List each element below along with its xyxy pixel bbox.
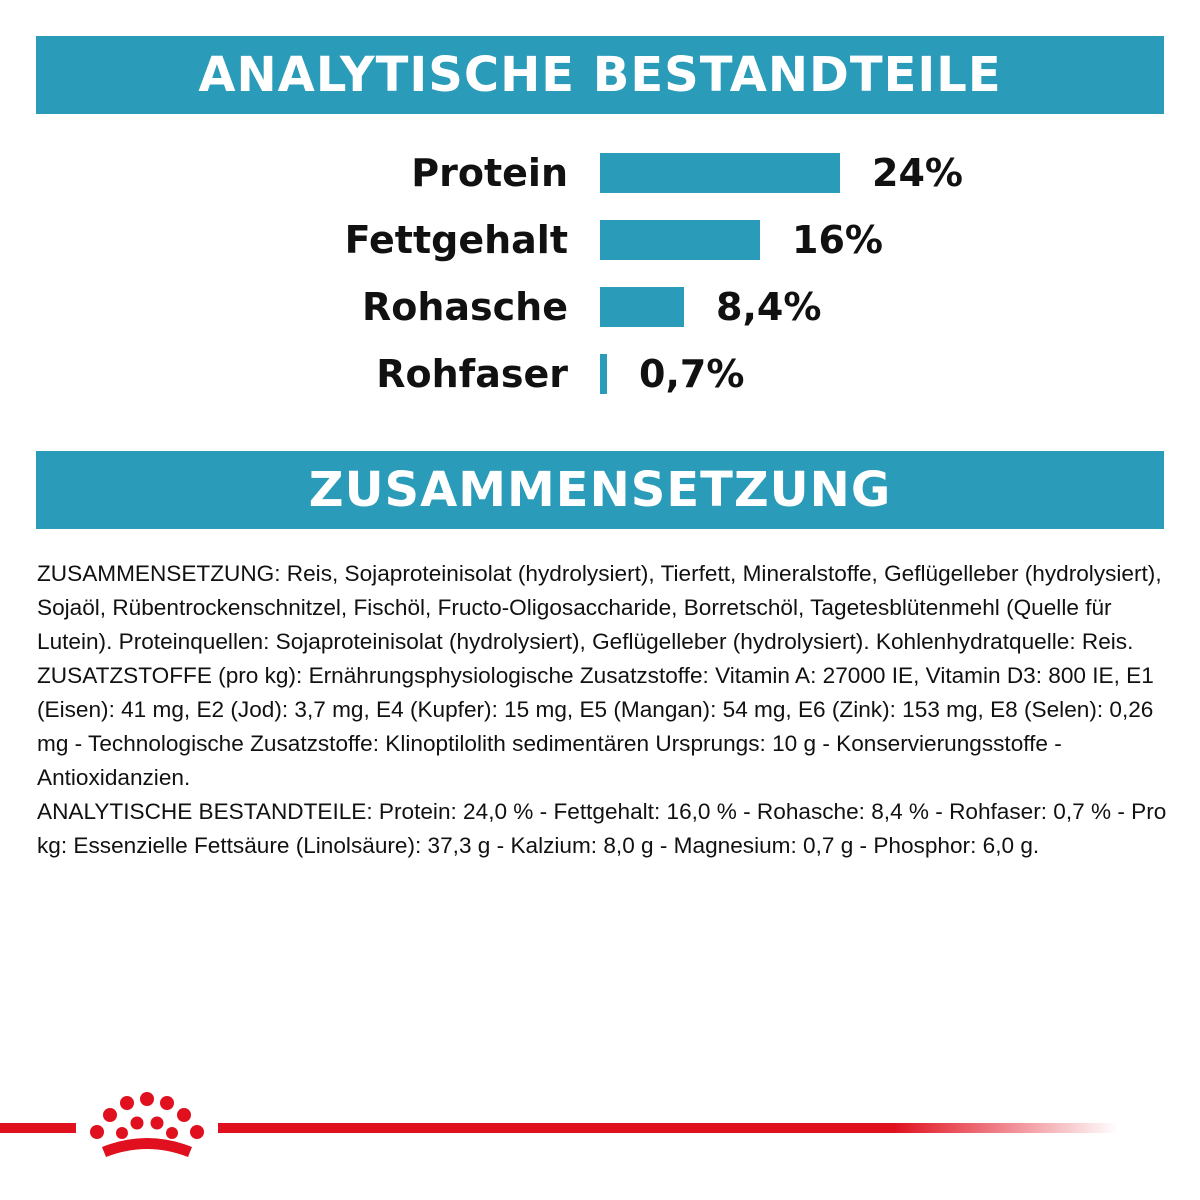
category-label-rohasche: Rohasche — [361, 285, 568, 329]
value-label-rohasche: 8,4% — [716, 285, 822, 329]
composition-paragraph: ZUSAMMENSETZUNG: Reis, Sojaproteinisolat (hydrolysiert), Tierfett, Mineralstoffe, Geflügelleber (hydrolysiert), Sojaöl, Rübentrockenschnitzel, Fischöl, Fructo-Oligosaccharide, Borretschöl, Tagetesblütenmehl (Quelle für Lutein). Proteinquellen: Sojaproteinisolat (hydrolysiert), Geflügelleber (hydrolysiert). Kohlenhydratquelle: Reis. — [37, 561, 1162, 654]
bar-rohfaser — [600, 354, 607, 394]
value-label-fettgehalt: 16% — [792, 218, 883, 262]
category-label-rohfaser: Rohfaser — [376, 352, 568, 396]
category-label-fettgehalt: Fettgehalt — [344, 218, 568, 262]
additives-paragraph: ZUSATZSTOFFE (pro kg): Ernährungsphysiologische Zusatzstoffe: Vitamin A: 27000 IE, Vitamin D3: 800 IE, E1 (Eisen): 41 mg, E2 (Jod): 3,7 mg, E4 (Kupfer): 15 mg, E5 (Mangan): 54 mg, E6 (Zink): 153 mg, E8 (Selen): 0,26 mg - Technologische Zusatzstoffe: Klinoptilolith sedimentären Ursprungs: 10 g - Konservierungsstoffe - Antioxidanzien. — [37, 663, 1154, 790]
bar-protein — [600, 153, 840, 193]
composition-heading: ZUSAMMENSETZUNG — [308, 462, 892, 518]
brand-line-left — [0, 1123, 76, 1133]
analytical-constituents-paragraph: ANALYTISCHE BESTANDTEILE: Protein: 24,0 % - Fettgehalt: 16,0 % - Rohasche: 8,4 % - Rohfaser: 0,7 % - Pro kg: Essenzielle Fettsäure (Linolsäure): 37,3 g - Kalzium: 8,0 g - Magnesium: 0,7 g - Phosphor: 6,0 g. — [37, 799, 1167, 858]
bar-rohasche — [600, 287, 684, 327]
brand-line-right — [218, 1123, 1118, 1133]
value-label-protein: 24% — [872, 151, 963, 195]
composition-text-block — [37, 557, 1167, 863]
category-label-protein: Protein — [411, 151, 568, 195]
analytics-heading: ANALYTISCHE BESTANDTEILE — [198, 47, 1002, 103]
bar-fettgehalt — [600, 220, 760, 260]
value-label-rohfaser: 0,7% — [639, 352, 745, 396]
composition-heading-banner — [36, 451, 1164, 529]
analytics-heading-banner — [36, 36, 1164, 114]
brand-footer — [0, 1085, 1200, 1175]
crown-icon — [90, 1092, 204, 1157]
analytics-bar-chart — [0, 140, 1200, 410]
